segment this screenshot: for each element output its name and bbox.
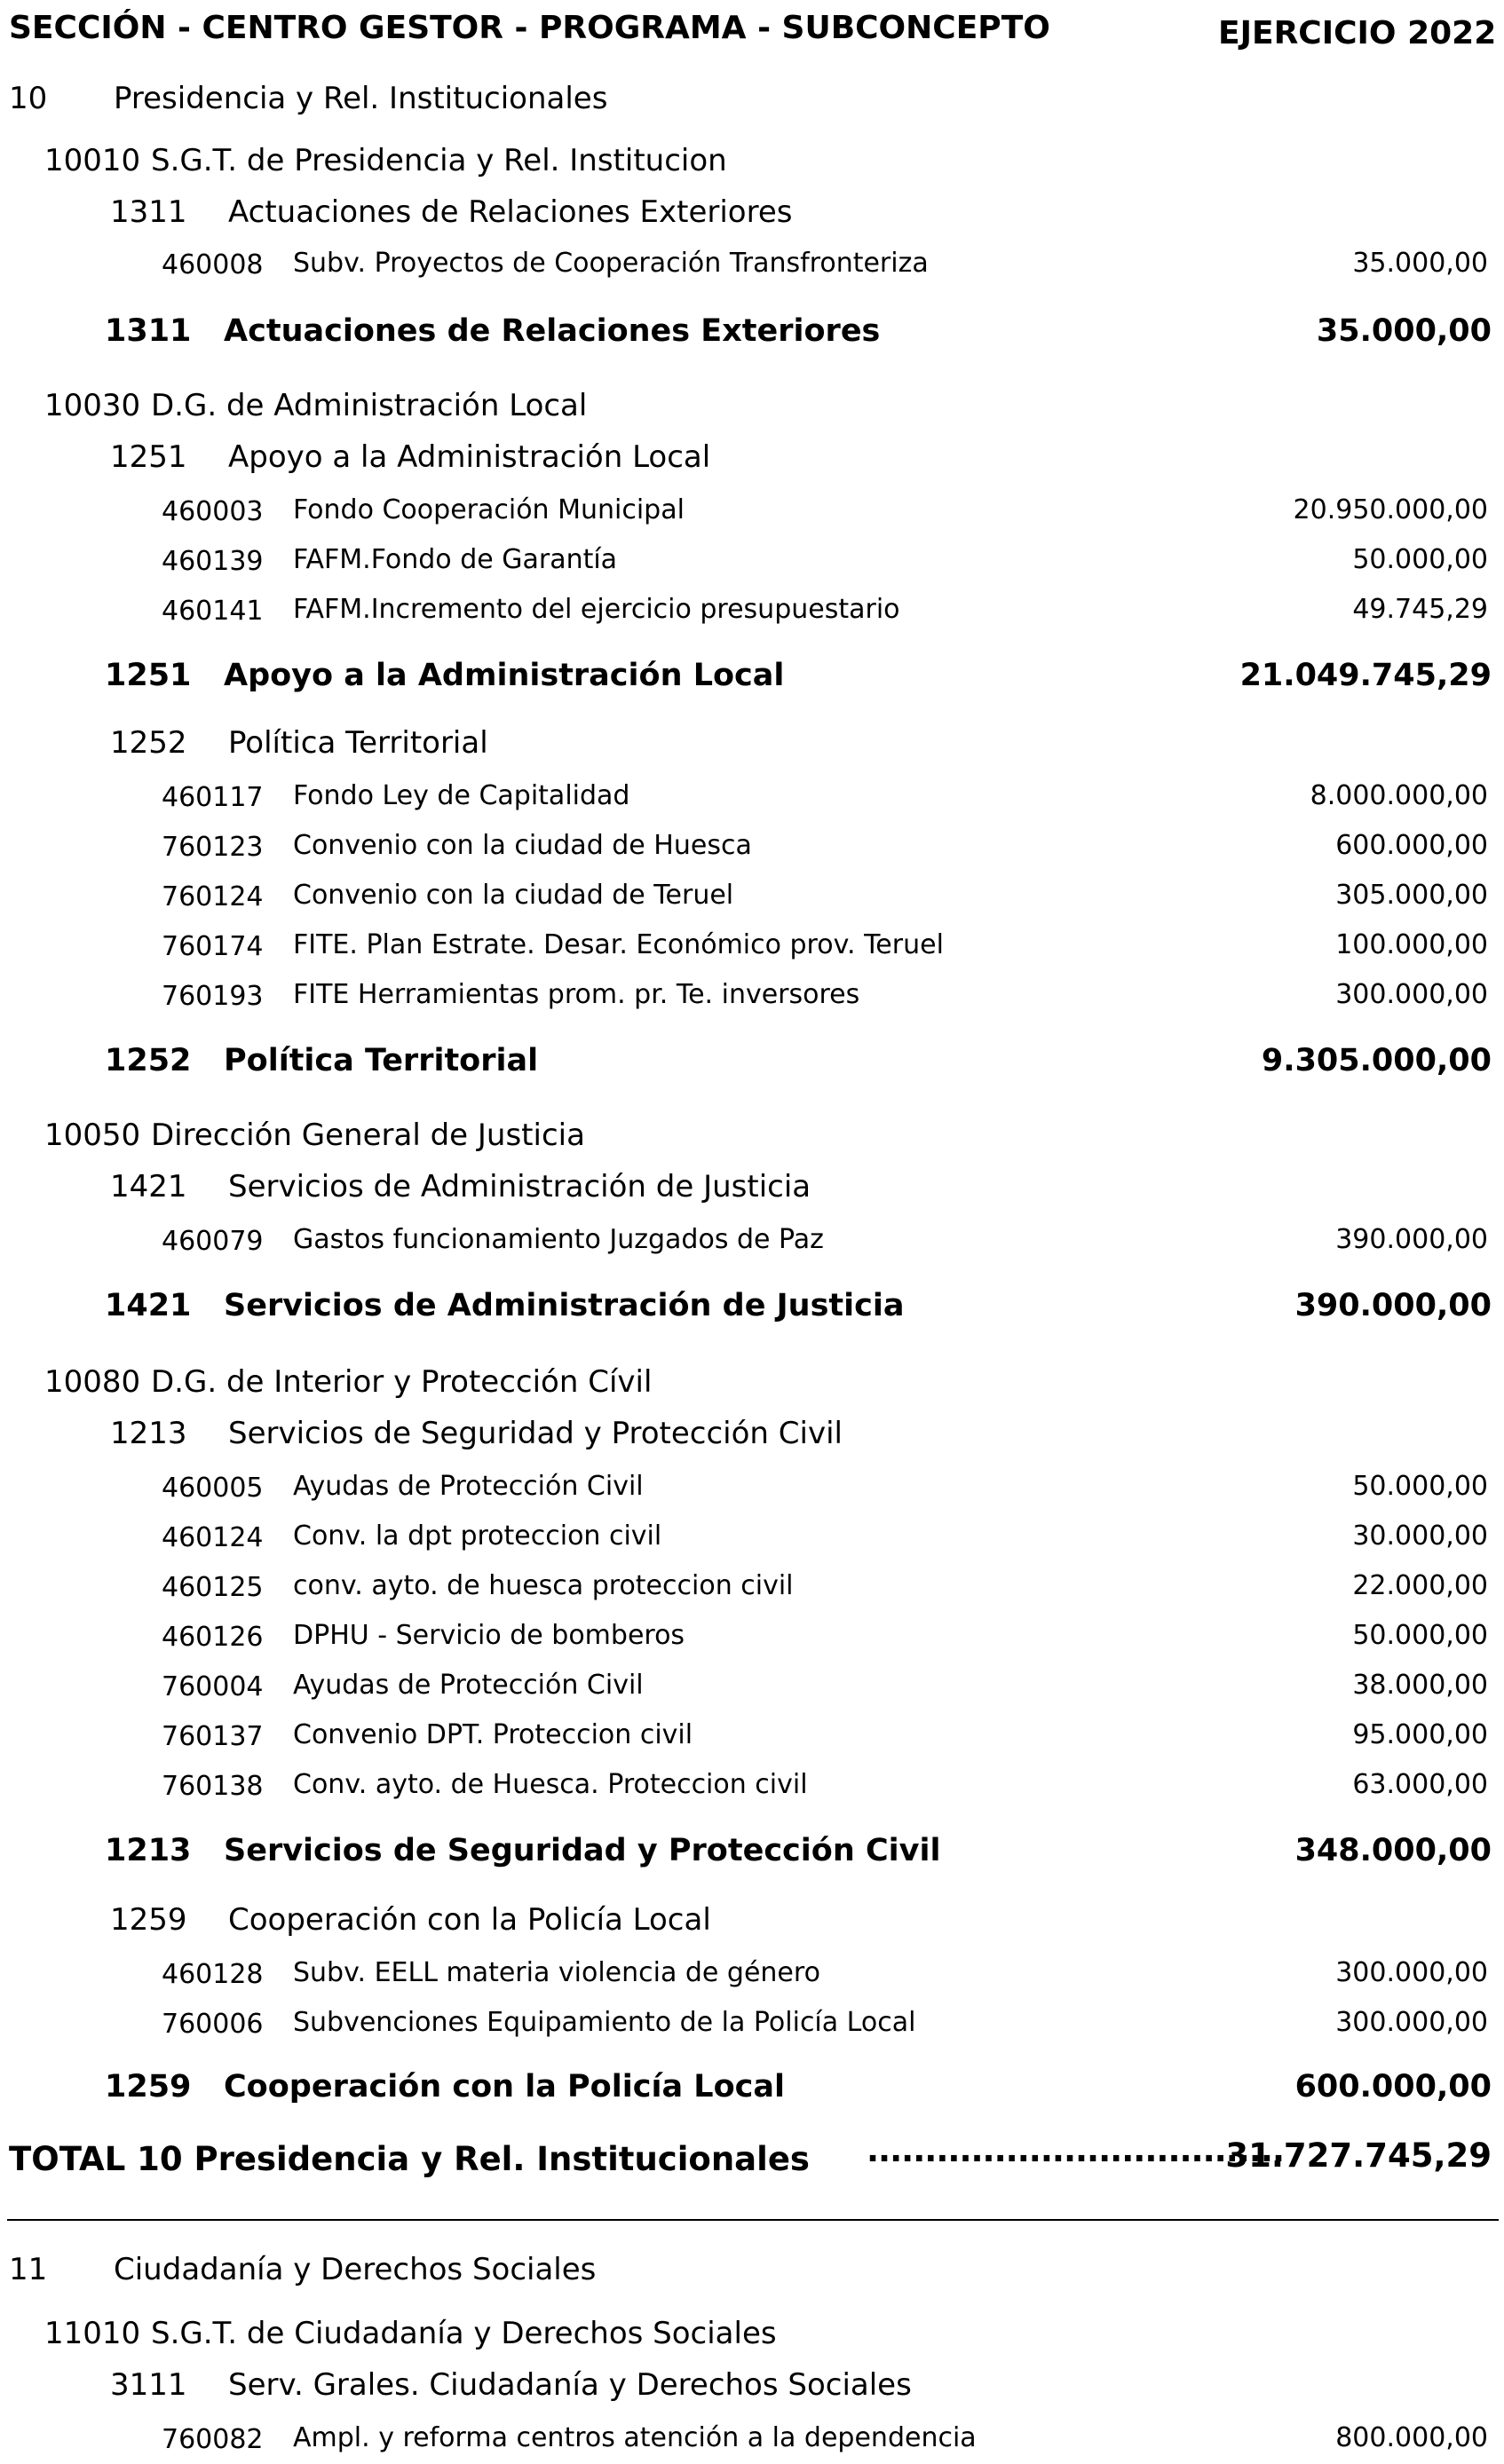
item-amount: 100.000,00 [1335, 929, 1488, 960]
program-name: Cooperación con la Policía Local [228, 1902, 711, 1938]
program-total-amount: 35.000,00 [1316, 313, 1492, 349]
item-description: Ayudas de Protección Civil [293, 1670, 644, 1701]
section-total-dots: .................................... [867, 2131, 1285, 2169]
item-description: FAFM.Incremento del ejercicio presupuestario [293, 594, 900, 625]
section-code: 11 [9, 2252, 48, 2287]
item-description: Subvenciones Equipamiento de la Policía Local [293, 2007, 916, 2038]
program-total-name: Cooperación con la Policía Local [224, 2069, 785, 2105]
item-code: 760006 [162, 2009, 264, 2040]
item-amount: 300.000,00 [1335, 2007, 1488, 2038]
item-code: 460125 [162, 1572, 264, 1603]
center-name: D.G. de Interior y Protección Cívil [151, 1364, 653, 1400]
item-amount: 20.950.000,00 [1293, 494, 1488, 525]
center-code: 10030 [44, 388, 141, 423]
item-amount: 390.000,00 [1335, 1224, 1488, 1255]
program-code: 1259 [110, 1902, 187, 1938]
item-description: FITE. Plan Estrate. Desar. Económico prov. Teruel [293, 929, 944, 960]
program-total-code: 1311 [105, 313, 192, 349]
item-amount: 95.000,00 [1352, 1719, 1488, 1750]
item-description: Convenio con la ciudad de Huesca [293, 830, 752, 861]
center-name: S.G.T. de Ciudadanía y Derechos Sociales [151, 2316, 777, 2351]
program-total-name: Apoyo a la Administración Local [224, 658, 785, 693]
program-total-amount: 390.000,00 [1294, 1288, 1492, 1323]
program-code: 1252 [110, 725, 187, 761]
program-code: 1421 [110, 1169, 187, 1204]
item-code: 760124 [162, 881, 264, 912]
item-description: Convenio DPT. Proteccion civil [293, 1719, 693, 1750]
item-description: Fondo Ley de Capitalidad [293, 780, 630, 811]
item-description: Gastos funcionamiento Juzgados de Paz [293, 1224, 824, 1255]
item-description: FITE Herramientas prom. pr. Te. inversores [293, 979, 860, 1010]
report-title: SECCIÓN - CENTRO GESTOR - PROGRAMA - SUBCONCEPTO [9, 10, 1050, 46]
item-amount: 50.000,00 [1352, 1620, 1488, 1651]
center-code: 11010 [44, 2316, 141, 2351]
fiscal-year: EJERCICIO 2022 [1218, 15, 1497, 51]
program-total-amount: 21.049.745,29 [1239, 658, 1492, 693]
item-code: 460003 [162, 496, 264, 527]
item-description: DPHU - Servicio de bomberos [293, 1620, 685, 1651]
item-description: Fondo Cooperación Municipal [293, 494, 685, 525]
item-code: 760193 [162, 981, 264, 1012]
item-description: Conv. la dpt proteccion civil [293, 1520, 662, 1552]
center-code: 10080 [44, 1364, 141, 1400]
item-code: 760082 [162, 2424, 264, 2455]
program-code: 3111 [110, 2367, 187, 2403]
program-name: Serv. Grales. Ciudadanía y Derechos Sociales [228, 2367, 912, 2403]
item-amount: 8.000.000,00 [1310, 780, 1488, 811]
section-code: 10 [9, 81, 48, 116]
program-total-code: 1252 [105, 1043, 192, 1078]
program-total-amount: 9.305.000,00 [1261, 1043, 1492, 1078]
program-name: Actuaciones de Relaciones Exteriores [228, 194, 793, 230]
item-amount: 30.000,00 [1352, 1520, 1488, 1552]
section-total-amount: 31.727.745,29 [1225, 2136, 1492, 2175]
program-total-code: 1213 [105, 1833, 192, 1868]
item-description: Ampl. y reforma centros atención a la dependencia [293, 2422, 977, 2453]
item-description: FAFM.Fondo de Garantía [293, 544, 618, 575]
item-amount: 50.000,00 [1352, 544, 1488, 575]
item-code: 460008 [162, 249, 264, 280]
item-code: 760174 [162, 931, 264, 962]
item-code: 760004 [162, 1671, 264, 1702]
item-description: Subv. EELL materia violencia de género [293, 1957, 820, 1988]
item-code: 460005 [162, 1473, 264, 1504]
section-name: Ciudadanía y Derechos Sociales [114, 2252, 597, 2287]
center-code: 10010 [44, 143, 141, 178]
item-amount: 800.000,00 [1335, 2422, 1488, 2453]
item-amount: 50.000,00 [1352, 1471, 1488, 1502]
item-amount: 300.000,00 [1335, 1957, 1488, 1988]
program-total-amount: 348.000,00 [1294, 1833, 1492, 1868]
program-total-amount: 600.000,00 [1294, 2069, 1492, 2105]
item-code: 460117 [162, 782, 264, 813]
center-name: Dirección General de Justicia [151, 1117, 585, 1153]
item-amount: 305.000,00 [1335, 880, 1488, 911]
program-total-name: Actuaciones de Relaciones Exteriores [224, 313, 881, 349]
item-code: 460124 [162, 1522, 264, 1553]
program-total-code: 1251 [105, 658, 192, 693]
program-name: Apoyo a la Administración Local [228, 439, 711, 475]
section-divider [7, 2219, 1499, 2221]
item-description: Convenio con la ciudad de Teruel [293, 880, 734, 911]
item-code: 460126 [162, 1622, 264, 1653]
item-amount: 38.000,00 [1352, 1670, 1488, 1701]
item-amount: 49.745,29 [1352, 594, 1488, 625]
item-amount: 35.000,00 [1352, 248, 1488, 279]
item-description: conv. ayto. de huesca proteccion civil [293, 1570, 794, 1601]
program-total-name: Servicios de Seguridad y Protección Civil [224, 1833, 941, 1868]
item-code: 760123 [162, 832, 264, 863]
item-amount: 300.000,00 [1335, 979, 1488, 1010]
item-amount: 600.000,00 [1335, 830, 1488, 861]
program-total-name: Política Territorial [224, 1043, 539, 1078]
item-description: Conv. ayto. de Huesca. Proteccion civil [293, 1769, 808, 1800]
item-code: 460141 [162, 596, 264, 627]
program-total-name: Servicios de Administración de Justicia [224, 1288, 905, 1323]
program-total-code: 1421 [105, 1288, 192, 1323]
program-total-code: 1259 [105, 2069, 192, 2105]
item-code: 460079 [162, 1226, 264, 1257]
program-code: 1251 [110, 439, 187, 475]
item-description: Ayudas de Protección Civil [293, 1471, 644, 1502]
item-code: 760138 [162, 1771, 264, 1802]
item-code: 760137 [162, 1721, 264, 1752]
center-name: D.G. de Administración Local [151, 388, 588, 423]
program-code: 1311 [110, 194, 187, 230]
item-description: Subv. Proyectos de Cooperación Transfronteriza [293, 248, 929, 279]
section-total-label: TOTAL 10 Presidencia y Rel. Institucionales [9, 2140, 810, 2178]
section-name: Presidencia y Rel. Institucionales [114, 81, 608, 116]
program-name: Servicios de Administración de Justicia [228, 1169, 811, 1204]
item-code: 460128 [162, 1959, 264, 1990]
item-amount: 63.000,00 [1352, 1769, 1488, 1800]
program-name: Servicios de Seguridad y Protección Civil [228, 1416, 843, 1451]
item-code: 460139 [162, 546, 264, 577]
center-name: S.G.T. de Presidencia y Rel. Institucion [151, 143, 727, 178]
program-name: Política Territorial [228, 725, 488, 761]
center-code: 10050 [44, 1117, 141, 1153]
item-amount: 22.000,00 [1352, 1570, 1488, 1601]
program-code: 1213 [110, 1416, 187, 1451]
